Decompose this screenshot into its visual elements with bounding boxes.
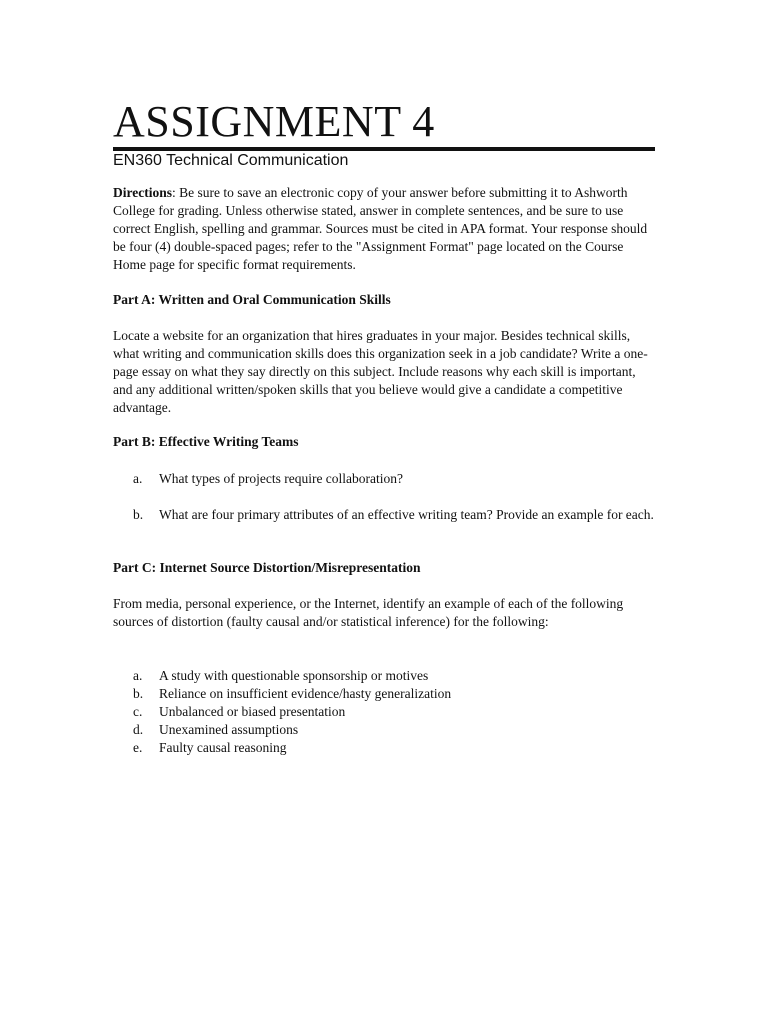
list-item-letter: b.: [133, 686, 144, 701]
list-item: Unexamined assumptions: [159, 722, 299, 737]
list-item-letter: d.: [133, 722, 144, 737]
directions-text: : Be sure to save an electronic copy of your answer before submitting it to Ashworth College for grading. Unless otherwise stated, answer in complete sentences, and be sure to use correct English, spelling and grammar. Sources must be cited in APA format. Your response should be four (4) double-spaced pages; refer to the "Assignment Format" page located on the Course Home page for specific format requirements.: [113, 185, 648, 272]
list-item-letter: c.: [133, 704, 143, 719]
directions-paragraph: [113, 184, 658, 274]
part-c-paragraph: From media, personal experience, or the Internet, identify an example of each of the following sources of distortion (faulty causal and/or statistical inference) for the following:: [113, 596, 624, 629]
list-item-letter: b.: [133, 507, 144, 522]
part-a-heading: Part A: Written and Oral Communication Skills: [113, 292, 391, 307]
course-subtitle: EN360 Technical Communication: [113, 152, 349, 169]
list-item: Unbalanced or biased presentation: [159, 704, 346, 719]
part-b-heading: Part B: Effective Writing Teams: [113, 434, 299, 449]
list-item: A study with questionable sponsorship or motives: [159, 668, 429, 683]
assignment-title: ASSIGNMENT 4: [113, 97, 435, 146]
list-item-letter: a.: [133, 668, 143, 683]
list-item: Faulty causal reasoning: [159, 740, 287, 755]
list-item: What are four primary attributes of an effective writing team? Provide an example for each.: [159, 507, 654, 522]
list-item-letter: a.: [133, 471, 143, 486]
directions-label: Directions: [113, 185, 172, 200]
part-c-heading: Part C: Internet Source Distortion/Misrepresentation: [113, 560, 421, 575]
list-item: Reliance on insufficient evidence/hasty generalization: [159, 686, 452, 701]
list-item: What types of projects require collaboration?: [159, 471, 404, 486]
list-item-letter: e.: [133, 740, 143, 755]
part-a-paragraph: Locate a website for an organization that hires graduates in your major. Besides technical skills, what writing and communication skills does this organization seek in a job candidate? Write a one-page essay on what they say directly on this subject. Include reasons why each skill is important, and any additional written/spoken skills that you believe would give a candidate a competitive advantage.: [113, 328, 648, 415]
